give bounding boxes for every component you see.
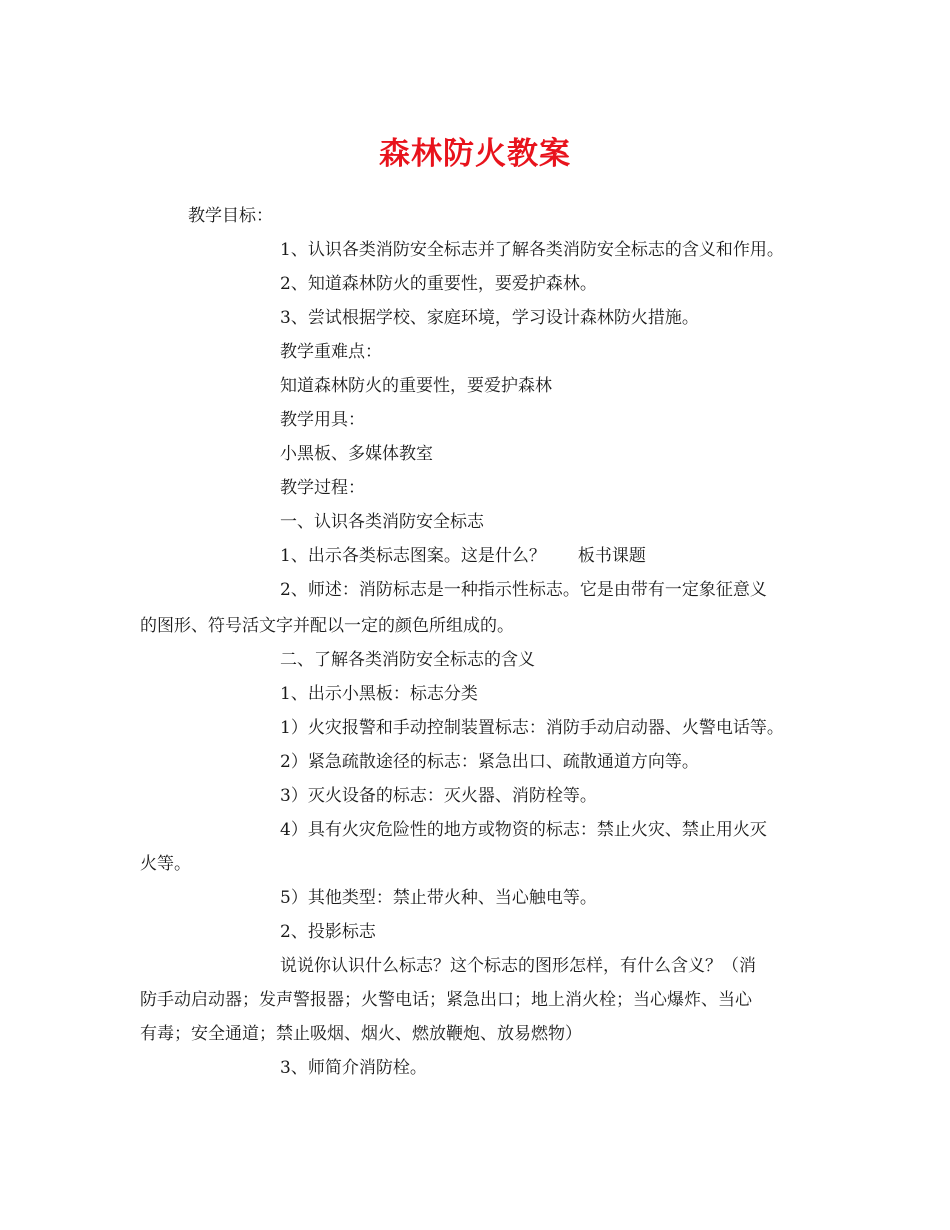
objective-item-3: 3、尝试根据学校、家庭环境，学习设计森林防火措施。 — [280, 308, 699, 328]
key-points-text: 知道森林防火的重要性，要爱护森林 — [280, 376, 552, 396]
sign-category-5: 5）其他类型：禁止带火种、当心触电等。 — [280, 888, 597, 908]
section-heading-key-points: 教学重难点： — [280, 342, 382, 362]
sign-category-3: 3）灭火设备的标志：灭火器、消防栓等。 — [280, 786, 597, 806]
sign-category-4-line-a: 4）具有火灾危险性的地方或物资的标志：禁止火灾、禁止用火灭 — [280, 820, 767, 840]
objective-item-2: 2、知道森林防火的重要性，要爱护森林。 — [280, 274, 597, 294]
process-step-2-2-prompt-line-c: 有毒；安全通道；禁止吸烟、烟火、燃放鞭炮、放易燃物） — [140, 1024, 582, 1044]
process-part-2-heading: 二、了解各类消防安全标志的含义 — [280, 650, 535, 670]
section-heading-tools: 教学用具： — [280, 410, 365, 430]
process-step-1-1-text: 1、出示各类标志图案。这是什么？ — [280, 546, 546, 566]
section-heading-process: 教学过程： — [280, 478, 365, 498]
sign-category-4-line-b: 火等。 — [140, 854, 191, 874]
process-step-2-2-prompt-line-a: 说说你认识什么标志？这个标志的图形怎样，有什么含义？（消 — [280, 956, 756, 976]
sign-category-1: 1）火灾报警和手动控制装置标志：消防手动启动器、火警电话等。 — [280, 718, 784, 738]
process-step-2-1: 1、出示小黑板：标志分类 — [280, 684, 478, 704]
tools-text: 小黑板、多媒体教室 — [280, 444, 433, 464]
document-title: 森林防火教案 — [379, 136, 571, 172]
objective-item-1: 1、认识各类消防安全标志并了解各类消防安全标志的含义和作用。 — [280, 240, 784, 260]
section-heading-objectives: 教学目标： — [188, 206, 273, 226]
process-part-1-heading: 一、认识各类消防安全标志 — [280, 512, 484, 532]
process-step-2-2: 2、投影标志 — [280, 922, 376, 942]
process-step-2-2-prompt-line-b: 防手动启动器；发声警报器；火警电话；紧急出口；地上消火栓；当心爆炸、当心 — [140, 990, 752, 1010]
sign-category-2: 2）紧急疏散途径的标志：紧急出口、疏散通道方向等。 — [280, 752, 699, 772]
process-step-2-3: 3、师简介消防栓。 — [280, 1058, 427, 1078]
process-step-1-2-line-a: 2、师述：消防标志是一种指示性标志。它是由带有一定象征意义 — [280, 580, 767, 600]
process-step-1-1 — [280, 545, 646, 567]
process-step-1-2-line-b: 的图形、符号活文字并配以一定的颜色所组成的。 — [140, 616, 514, 636]
process-step-1-1-note: 板书课题 — [577, 546, 646, 566]
